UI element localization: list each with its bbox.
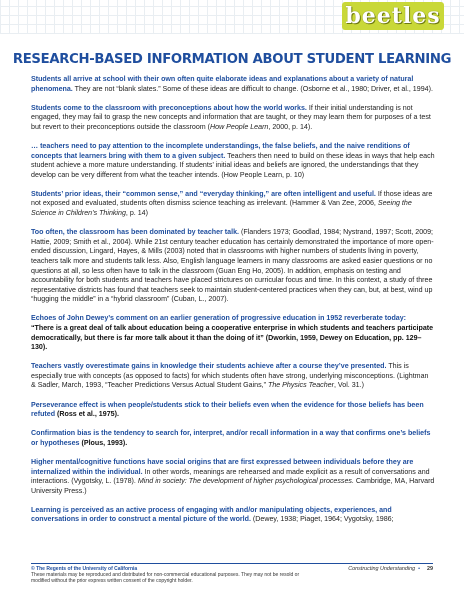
paragraph-body: (Dewey, 1938; Piaget, 1964; Vygotsky, 1986; — [250, 515, 394, 524]
footer-divider — [31, 563, 433, 564]
footer-page-info — [348, 566, 433, 572]
paragraph-lead: … teachers need to pay attention to the incomplete understandings, the false beliefs, and the naive renditions of concepts that learners bring with them to a given subject. — [31, 141, 410, 160]
paragraph-lead: Students’ prior ideas, their “common sense,” and “everyday thinking,” are often intelligent and useful. — [31, 189, 376, 198]
footer-copyright-block — [31, 566, 311, 585]
paragraph-11 — [31, 506, 435, 525]
paragraph-lead: Confirmation bias is the tendency to search for, interpret, and/or recall information in a way that confirms one’s beliefs or hypotheses — [31, 429, 431, 447]
paragraph-body: (Flanders 1973; Goodlad, 1984; Nystrand, 1997; Scott, 2009; Hattie, 2009; Smith et al., 2004). While 21st century teacher education has certainly demonstrated the importance of more open-ended discussion, Lingard, Hayes, & Mills (2003) noted that in classrooms with higher numbers of students living in poverty, teachers talk more and students talk less. Also, English language learners in many classrooms are asked easier questions or no questions at all, so less often have to talk in the classroom (Guan Eng Ho, 2005). In addition, emphasis on testing and accountability for both students and teachers have placed strictures on curricular focus and time. In this context, a study of three representative districts has found that teachers seek to maintain student-centered practices when they can, but, at best, wind up “hugging the middle” in a “hybrid classroom” (Cuban, L., 2007). — [31, 228, 434, 304]
dewey-quote-citation: (Dworkin, 1959, Dewey on Education, pp. 129–130). — [31, 333, 422, 352]
paragraph-citation: (Plous, 1993). — [79, 438, 128, 447]
paragraph-7 — [31, 362, 435, 391]
paragraph-lead: Learning is perceived as an active process of engaging with and/or manipulating objects, experiences, and conversations in order to construct a mental picture of the world. — [31, 505, 392, 524]
paragraph-tail: , Vol. 31.) — [333, 381, 364, 390]
paragraph-citation: (Ross et al., 1975). — [55, 410, 119, 419]
paragraph-tail: , p. 14) — [125, 209, 148, 218]
paragraph-lead: Higher mental/cognitive functions have social origins that are first expressed between individuals before they are internalized within the individual. — [31, 457, 414, 476]
footer-bullet: • — [418, 566, 420, 572]
paragraph-tail: , 2000, p. 14). — [268, 122, 313, 131]
footer-copyright: © The Regents of the University of California — [31, 566, 138, 572]
document-body — [31, 75, 435, 534]
paragraph-lead: Too often, the classroom has been dominated by teacher talk. — [31, 228, 239, 237]
header-grid-band — [0, 0, 464, 34]
paragraph-2 — [31, 104, 435, 133]
paragraph-citation-title: Seeing the Science in Children’s Thinking — [31, 199, 412, 218]
footer-section-title: Constructing Understanding — [348, 566, 416, 572]
paragraph-body: If those ideas are not exposed and evaluated, students often dismiss science teaching as irrelevant. (Hammer & Van Zee, 2006, — [31, 189, 433, 208]
dewey-quote: “There is a great deal of talk about education being a cooperative enterprise in which students and teachers participate democratically, but there is far more talk about it than the doing of it” — [31, 323, 434, 342]
beetles-logo: beetles — [342, 2, 444, 30]
paragraph-4 — [31, 190, 435, 219]
paragraph-lead: Teachers vastly overestimate gains in knowledge their students achieve after a course they’ve presented. — [31, 362, 387, 371]
paragraph-body: Teachers then need to build on these ideas in ways that help each student achieve a more mature understanding. If students’ initial ideas and beliefs are ignored, the understandings that they develop can be very different from what the teacher intends. (How People Learn, p. 10) — [31, 151, 435, 179]
paragraph-9 — [31, 429, 435, 448]
paragraph-body: They are not “blank slates.” Some of these ideas are difficult to change. (Osborne et al., 1980; Driver, et al., 1994). — [72, 84, 433, 93]
paragraph-lead: Students all arrive at school with their own often quite elaborate ideas and explanations about a variety of natural phenomena. — [31, 75, 414, 93]
footer-notice: These materials may be reproduced and distributed for non-commercial educational purposes. They may not be resold or modified without the prior express written consent of the copyright holder. — [31, 572, 300, 585]
paragraph-lead: Echoes of John Dewey’s comment on an earlier generation of progressive education in 1952 reverberate today: — [31, 314, 407, 323]
page-title: RESEARCH-BASED INFORMATION ABOUT STUDENT LEARNING — [12, 52, 452, 67]
paragraph-5 — [31, 228, 435, 305]
paragraph-body: If their initial understanding is not engaged, they may fail to grasp the new concepts and information that are taught, or they may learn them for purposes of a test but revert to their preconceptions outside the classroom ( — [31, 103, 431, 131]
paragraph-citation-title: How People Learn — [210, 122, 269, 131]
paragraph-6 — [31, 314, 435, 352]
paragraph-body: In other words, meanings are rehearsed and made explicit as a result of conversations and interactions. (Vygotsky, L. (1978). — [31, 467, 430, 486]
paragraph-lead: Perseverance effect is when people/students stick to their beliefs even when the evidence for those beliefs has been refuted — [31, 400, 424, 419]
paragraph-citation-title: Mind in society: The development of higher psychological processes. — [137, 477, 354, 486]
paragraph-lead: Students come to the classroom with preconceptions about how the world works. — [31, 103, 307, 112]
paragraph-tail: Cambridge, MA, Harvard University Press.) — [31, 477, 435, 495]
paragraph-8 — [31, 401, 435, 420]
paragraph-1 — [31, 75, 435, 94]
paragraph-body: This is especially true with concepts (as opposed to facts) for which students often have strong, underlying misconceptions. (Lightman & Sadler, March, 1993, “Teacher Predictions Versus Actual Student Gains,” — [31, 362, 429, 390]
page-number: 29 — [427, 566, 433, 572]
paragraph-10 — [31, 458, 435, 496]
paragraph-citation-title: The Physics Teacher — [267, 381, 334, 390]
paragraph-3 — [31, 142, 435, 180]
